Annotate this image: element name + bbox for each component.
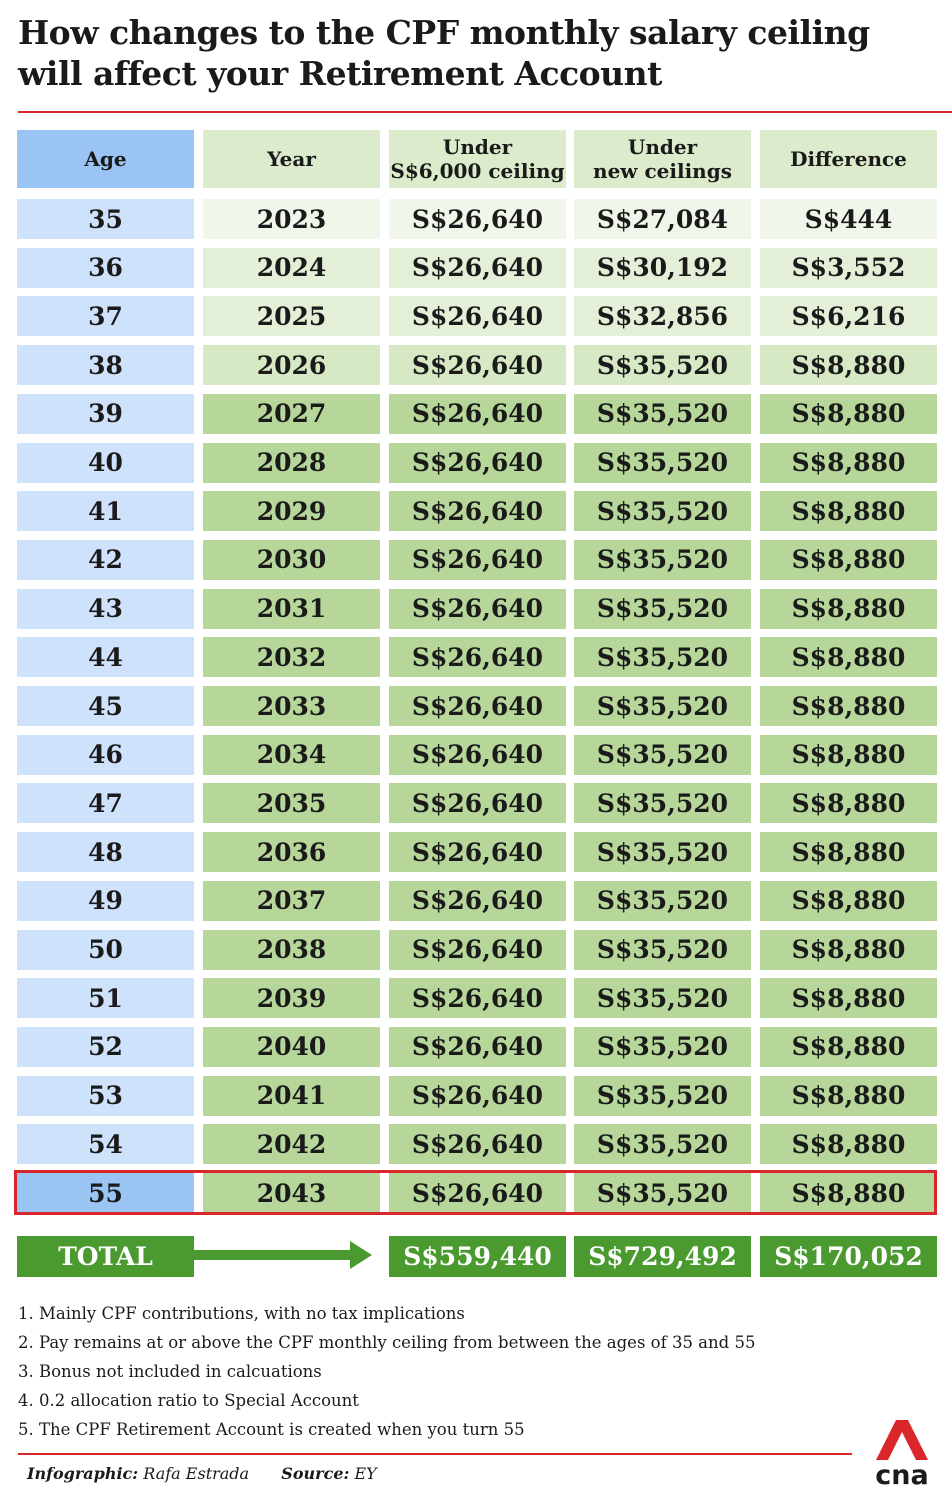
cell-under-new [574, 443, 751, 483]
footnote: 4. 0.2 allocation ratio to Special Account [18, 1391, 359, 1410]
cell-year [203, 540, 380, 580]
header-difference [760, 130, 937, 188]
cell-year-value: 2037 [256, 886, 327, 916]
cell-age [17, 832, 194, 872]
cell-under-new-value: S$35,520 [596, 983, 729, 1013]
cell-under-old [389, 394, 566, 434]
total-under-old [389, 1236, 566, 1277]
cell-under-new [574, 881, 751, 921]
cell-under-new [574, 686, 751, 726]
cell-under-old-value: S$26,640 [411, 545, 544, 575]
credits [27, 1464, 377, 1483]
cell-year [203, 199, 380, 239]
source-name: EY [354, 1464, 377, 1483]
cell-year-value: 2042 [256, 1129, 327, 1159]
cell-difference-value: S$8,880 [791, 399, 906, 429]
cell-age-value: 54 [88, 1129, 123, 1159]
title-divider [18, 111, 952, 113]
cell-under-new [574, 394, 751, 434]
cell-age [17, 345, 194, 385]
cell-age [17, 491, 194, 531]
cell-age [17, 1027, 194, 1067]
cell-difference-value: S$8,880 [791, 496, 906, 526]
cell-age-value: 41 [88, 496, 123, 526]
cell-age [17, 1124, 194, 1164]
header-under-new-line1: Under [627, 135, 698, 159]
footer-divider [18, 1453, 852, 1455]
cell-year [203, 930, 380, 970]
footnote: 3. Bonus not included in calcuations [18, 1362, 322, 1381]
cell-under-old-value: S$26,640 [411, 886, 544, 916]
cell-difference [760, 978, 937, 1018]
cell-under-new-value: S$35,520 [596, 642, 729, 672]
cell-age-value: 40 [88, 448, 123, 477]
cell-under-new-value: S$35,520 [596, 1032, 729, 1062]
cell-difference-value: S$8,880 [791, 642, 906, 672]
cell-under-new-value: S$35,520 [596, 399, 729, 429]
header-difference-label: Difference [790, 147, 907, 171]
cell-difference [760, 1027, 937, 1067]
cell-under-old-value: S$26,640 [411, 594, 544, 624]
cell-under-old [389, 1076, 566, 1116]
cell-age-value: 49 [88, 886, 123, 916]
cell-under-new-value: S$35,520 [596, 594, 729, 624]
cell-year [203, 881, 380, 921]
cell-difference [760, 199, 937, 239]
cell-age [17, 443, 194, 483]
cell-under-new-value: S$35,520 [596, 691, 729, 721]
header-under-old-line2: S$6,000 ceiling [390, 159, 565, 183]
cell-under-new [574, 930, 751, 970]
cell-year-value: 2029 [256, 496, 327, 526]
cell-difference [760, 345, 937, 385]
cell-under-new-value: S$35,520 [596, 935, 729, 964]
cell-age-value: 43 [88, 594, 123, 624]
cna-logo-text: cna [875, 1460, 929, 1490]
cell-age-value: 48 [88, 837, 123, 867]
footnote: 2. Pay remains at or above the CPF monthly ceiling from between the ages of 35 and 55 [18, 1333, 756, 1352]
total-difference-value: S$170,052 [774, 1242, 923, 1271]
cell-difference [760, 540, 937, 580]
cell-under-old [389, 199, 566, 239]
cell-year-value: 2036 [256, 837, 327, 867]
cell-difference [760, 735, 937, 775]
cell-age-value: 47 [88, 788, 123, 818]
cell-age-value: 39 [88, 399, 123, 429]
cell-age [17, 296, 194, 336]
infographic-name: Rafa Estrada [143, 1464, 250, 1483]
cell-age [17, 540, 194, 580]
cell-age [17, 199, 194, 239]
cell-under-new [574, 199, 751, 239]
cell-age-value: 42 [88, 545, 123, 575]
total-difference [760, 1236, 937, 1277]
cell-under-new [574, 589, 751, 629]
cell-under-old-value: S$26,640 [411, 1081, 544, 1111]
cell-under-new-value: S$35,520 [596, 545, 729, 575]
cell-under-new [574, 491, 751, 531]
cell-difference-value: S$3,552 [791, 253, 906, 283]
cell-age-value: 35 [88, 204, 123, 234]
header-under-new [574, 130, 751, 188]
cell-under-old [389, 1124, 566, 1164]
cell-under-new-value: S$35,520 [596, 350, 729, 380]
total-under-old-value: S$559,440 [403, 1242, 552, 1271]
cell-difference-value: S$6,216 [791, 301, 906, 331]
cell-under-old [389, 296, 566, 336]
header-age-label: Age [84, 147, 127, 171]
header-under-old [389, 130, 566, 188]
cell-year-value: 2023 [256, 204, 327, 234]
cell-under-old [389, 832, 566, 872]
cell-under-new-value: S$35,520 [596, 886, 729, 916]
header-year [203, 130, 380, 188]
cell-age [17, 735, 194, 775]
cell-under-old-value: S$26,640 [411, 740, 544, 770]
cell-difference [760, 394, 937, 434]
cell-difference [760, 881, 937, 921]
footnote: 1. Mainly CPF contributions, with no tax implications [18, 1304, 465, 1323]
cell-year-value: 2038 [256, 935, 327, 964]
cell-under-new [574, 832, 751, 872]
cell-difference [760, 491, 937, 531]
cell-difference [760, 783, 937, 823]
cell-year-value: 2041 [256, 1081, 327, 1111]
cell-under-new [574, 540, 751, 580]
cell-under-old-value: S$26,640 [411, 253, 544, 283]
cell-year-value: 2035 [256, 788, 327, 818]
cell-under-old-value: S$26,640 [411, 1032, 544, 1062]
cell-under-new-value: S$30,192 [596, 253, 729, 283]
cell-age-value: 44 [88, 642, 123, 672]
cell-year [203, 735, 380, 775]
cell-under-new [574, 1027, 751, 1067]
age-55-highlight [14, 1170, 937, 1215]
cell-year [203, 248, 380, 288]
cell-under-new [574, 783, 751, 823]
cell-difference [760, 832, 937, 872]
cell-age-value: 52 [88, 1032, 123, 1062]
cell-difference [760, 589, 937, 629]
cell-under-old-value: S$26,640 [411, 935, 544, 964]
cell-difference-value: S$8,880 [791, 935, 906, 964]
cell-under-new-value: S$35,520 [596, 1081, 729, 1111]
cell-year-value: 2040 [256, 1032, 327, 1062]
header-age [17, 130, 194, 188]
cell-under-old [389, 978, 566, 1018]
cell-year-value: 2034 [256, 740, 327, 770]
cell-under-old [389, 783, 566, 823]
cell-age-value: 46 [88, 740, 123, 770]
cell-year-value: 2028 [256, 448, 327, 477]
cell-under-old-value: S$26,640 [411, 204, 544, 234]
cell-age [17, 248, 194, 288]
arrow-right-icon [194, 1238, 374, 1272]
cell-under-old-value: S$26,640 [411, 301, 544, 331]
cell-under-new-value: S$35,520 [596, 837, 729, 867]
cell-under-new-value: S$27,084 [596, 204, 729, 234]
cell-age [17, 686, 194, 726]
header-under-new-line2: new ceilings [593, 159, 732, 183]
total-under-new [574, 1236, 751, 1277]
cell-age-value: 38 [88, 350, 123, 380]
cell-under-old [389, 735, 566, 775]
cell-under-new [574, 637, 751, 677]
cell-difference-value: S$8,880 [791, 1178, 906, 1208]
cell-difference [760, 443, 937, 483]
cell-age [17, 589, 194, 629]
cell-difference [760, 686, 937, 726]
cell-under-old-value: S$26,640 [411, 642, 544, 672]
cell-year [203, 394, 380, 434]
cell-difference [760, 930, 937, 970]
cell-difference-value: S$8,880 [791, 1129, 906, 1159]
cell-difference [760, 248, 937, 288]
cell-under-old [389, 589, 566, 629]
total-under-new-value: S$729,492 [588, 1242, 737, 1271]
cell-difference-value: S$8,880 [791, 886, 906, 916]
cell-difference-value: S$8,880 [791, 1081, 906, 1111]
infographic-label: Infographic: [27, 1464, 139, 1483]
cell-age-value: 55 [88, 1178, 123, 1208]
cell-age-value: 36 [88, 253, 123, 283]
cell-difference-value: S$8,880 [791, 594, 906, 624]
cna-logo-icon [868, 1418, 936, 1490]
cell-year [203, 686, 380, 726]
cell-under-old [389, 540, 566, 580]
cell-age-value: 53 [88, 1081, 123, 1111]
cell-under-old [389, 491, 566, 531]
total-label [17, 1236, 194, 1277]
cell-under-new-value: S$35,520 [596, 448, 729, 477]
total-label-text: TOTAL [58, 1242, 153, 1271]
cell-year [203, 345, 380, 385]
cell-under-new-value: S$35,520 [596, 1178, 729, 1208]
cell-difference [760, 1124, 937, 1164]
cell-year-value: 2030 [256, 545, 327, 575]
cell-age-value: 37 [88, 301, 123, 331]
cell-difference-value: S$8,880 [791, 448, 906, 477]
cell-under-old [389, 930, 566, 970]
cell-under-old-value: S$26,640 [411, 496, 544, 526]
cell-age [17, 881, 194, 921]
cell-year-value: 2025 [256, 301, 327, 331]
cell-under-new-value: S$32,856 [596, 301, 729, 331]
cell-under-old [389, 637, 566, 677]
cell-under-old-value: S$26,640 [411, 350, 544, 380]
cell-under-old [389, 345, 566, 385]
cell-difference-value: S$8,880 [791, 983, 906, 1013]
cell-difference-value: S$8,880 [791, 1032, 906, 1062]
cell-under-old [389, 443, 566, 483]
header-year-label: Year [267, 147, 316, 171]
cell-year [203, 589, 380, 629]
cell-year-value: 2024 [256, 253, 327, 283]
cell-age-value: 51 [88, 983, 123, 1013]
page-title: How changes to the CPF monthly salary ceiling will affect your Retirement Account [18, 13, 870, 93]
cell-year [203, 783, 380, 823]
cell-under-old-value: S$26,640 [411, 1129, 544, 1159]
cell-age-value: 50 [88, 935, 123, 964]
cell-year-value: 2043 [256, 1178, 327, 1208]
cell-under-new [574, 248, 751, 288]
cell-year [203, 1124, 380, 1164]
cell-under-old-value: S$26,640 [411, 399, 544, 429]
cell-under-old [389, 248, 566, 288]
cell-under-new [574, 978, 751, 1018]
footnote: 5. The CPF Retirement Account is created when you turn 55 [18, 1420, 525, 1439]
source-label: Source: [281, 1464, 350, 1483]
cell-under-new [574, 1076, 751, 1116]
cell-age-value: 45 [88, 691, 123, 721]
cell-under-old [389, 686, 566, 726]
cell-under-new [574, 1124, 751, 1164]
cell-age [17, 783, 194, 823]
footnotes [18, 1299, 755, 1444]
cell-difference-value: S$8,880 [791, 837, 906, 867]
cell-year [203, 978, 380, 1018]
cell-difference-value: S$8,880 [791, 545, 906, 575]
cell-difference-value: S$8,880 [791, 691, 906, 721]
cell-year-value: 2032 [256, 642, 327, 672]
cell-difference-value: S$8,880 [791, 740, 906, 770]
cell-under-old-value: S$26,640 [411, 448, 544, 477]
header-under-old-line1: Under [442, 135, 513, 159]
cell-difference-value: S$444 [804, 204, 893, 234]
cell-year-value: 2027 [256, 399, 327, 429]
cell-year [203, 443, 380, 483]
cell-under-old-value: S$26,640 [411, 983, 544, 1013]
cell-year [203, 1027, 380, 1067]
cell-year [203, 637, 380, 677]
cell-year [203, 296, 380, 336]
cell-year [203, 1076, 380, 1116]
cell-under-old-value: S$26,640 [411, 691, 544, 721]
cell-under-old-value: S$26,640 [411, 1178, 544, 1208]
cell-age [17, 1076, 194, 1116]
cell-difference [760, 637, 937, 677]
cell-under-new [574, 296, 751, 336]
cell-age [17, 978, 194, 1018]
cell-age [17, 930, 194, 970]
cell-difference-value: S$8,880 [791, 788, 906, 818]
cell-age [17, 394, 194, 434]
cell-under-old-value: S$26,640 [411, 788, 544, 818]
cell-under-old [389, 1027, 566, 1067]
cell-under-new-value: S$35,520 [596, 496, 729, 526]
cell-under-new [574, 735, 751, 775]
cell-age [17, 637, 194, 677]
cell-under-new [574, 345, 751, 385]
cell-difference [760, 296, 937, 336]
cell-under-new-value: S$35,520 [596, 788, 729, 818]
cell-year-value: 2026 [256, 350, 327, 380]
cell-difference [760, 1076, 937, 1116]
cell-year [203, 832, 380, 872]
cell-year [203, 491, 380, 531]
cell-under-new-value: S$35,520 [596, 1129, 729, 1159]
cell-under-new-value: S$35,520 [596, 740, 729, 770]
cell-under-old [389, 881, 566, 921]
cell-year-value: 2033 [256, 691, 327, 721]
cell-difference-value: S$8,880 [791, 350, 906, 380]
cell-year-value: 2031 [256, 594, 327, 624]
cell-under-old-value: S$26,640 [411, 837, 544, 867]
cell-year-value: 2039 [256, 983, 327, 1013]
